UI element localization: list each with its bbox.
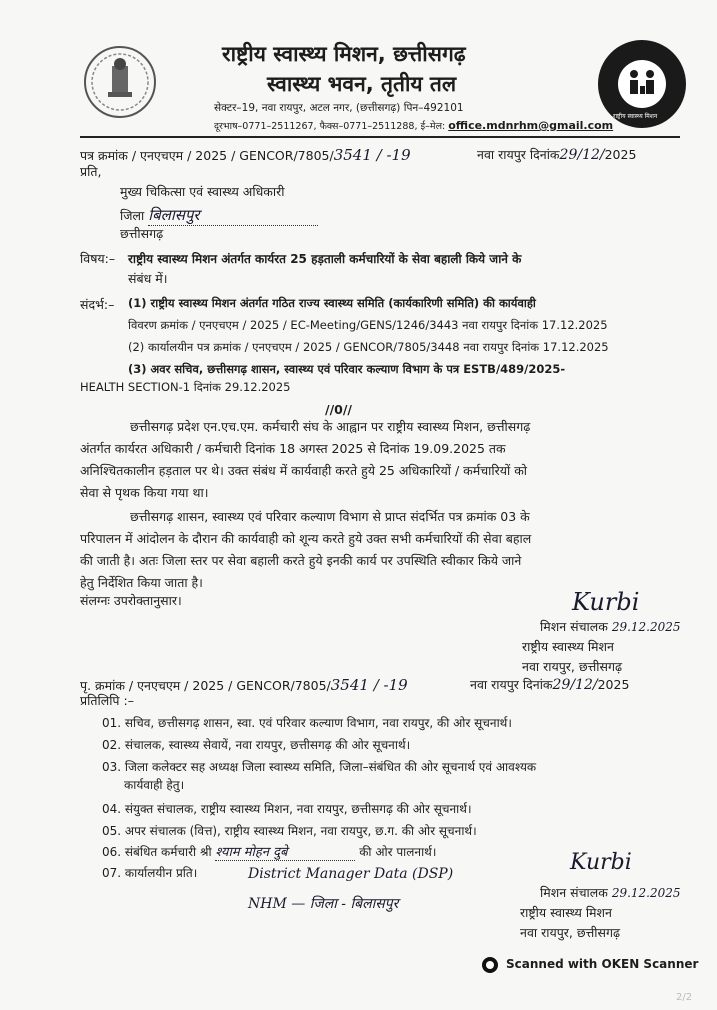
ref-item: विवरण क्रमांक / एनएचएम / 2025 / EC-Meeting/GENS/1246/3443 नवा रायपुर दिनांक 17.12.2025 xyxy=(128,318,608,332)
sign1-title: मिशन संचालक 29.12.2025 xyxy=(540,619,681,634)
page-number: 2/2 xyxy=(676,992,693,1003)
org-title: राष्ट्रीय स्वास्थ्य मिशन, छत्तीसगढ़ xyxy=(222,42,466,66)
copy-item: 04. संयुक्त संचालक, राष्ट्रीय स्वास्थ्य मिशन, नवा रायपुर, छत्तीसगढ़ की ओर सूचनार्थ। xyxy=(102,802,472,816)
copy-date: नवा रायपुर दिनांक29/12/2025 xyxy=(470,677,630,693)
subject-label: विषय:– xyxy=(80,251,116,266)
copy-item: 03. जिला कलेक्टर सह अध्यक्ष जिला स्वास्थ्य समिति, जिला–संबंधित की ओर सूचनार्थ एवं आवश्यक xyxy=(102,760,537,774)
sign1-place: नवा रायपुर, छत्तीसगढ़ xyxy=(522,659,623,674)
signature-1: Kurbi xyxy=(572,588,640,616)
sign2-title: मिशन संचालक 29.12.2025 xyxy=(540,885,681,900)
copy-item: कार्यवाही हेतु। xyxy=(124,778,185,792)
copy-item-06: 06. संबंधित कर्मचारी श्री श्याम मोहन दुबे की ओर पालनार्थ। xyxy=(102,842,436,861)
letter-ref: पत्र क्रमांक / एनएचएम / 2025 / GENCOR/7805/3541 / -19 xyxy=(80,146,411,164)
prati-label: प्रति, xyxy=(80,164,102,179)
scanner-logo-icon xyxy=(482,957,498,973)
org-subtitle: स्वास्थ्य भवन, तृतीय तल xyxy=(267,72,457,96)
recipient-district: जिला बिलासपुर xyxy=(120,205,318,226)
para2-line: हेतु निर्देशित किया जाता है। xyxy=(80,575,203,590)
signature-2: Kurbi xyxy=(570,850,632,875)
copy-ref: पृ. क्रमांक / एनएचएम / 2025 / GENCOR/7805/3541 / -19 xyxy=(80,676,408,694)
copy-label: प्रतिलिपि :– xyxy=(80,693,134,708)
sign2-place: नवा रायपुर, छत्तीसगढ़ xyxy=(520,925,621,940)
para1-line: छत्तीसगढ़ प्रदेश एन.एच.एम. कर्मचारी संघ के आह्वान पर राष्ट्रीय स्वास्थ्य मिशन, छत्तीसगढ़ xyxy=(130,419,531,434)
ref-item: HEALTH SECTION-1 दिनांक 29.12.2025 xyxy=(80,380,291,394)
copy-item: 01. सचिव, छत्तीसगढ़ शासन, स्वा. एवं परिवार कल्याण विभाग, नवा रायपुर, की ओर सूचनार्थ। xyxy=(102,716,512,730)
copy-item: 02. संचालक, स्वास्थ्य सेवायें, नवा रायपुर, छत्तीसगढ़ की ओर सूचनार्थ। xyxy=(102,738,411,752)
handwritten-note-1: District Manager Data (DSP) xyxy=(248,866,454,882)
copy-item-07: 07. कार्यालयीन प्रति। xyxy=(102,866,198,880)
ref-item: (1) राष्ट्रीय स्वास्थ्य मिशन अंतर्गत गठित राज्य स्वास्थ्य समिति (कार्यकारिणी समिति) की कार्यवाही xyxy=(128,296,536,310)
separator: //0// xyxy=(325,402,352,417)
refs-label: संदर्भ:– xyxy=(80,297,115,312)
enclosure: संलग्नः उपरोक्तानुसार। xyxy=(80,593,182,608)
subject-line-2: संबंध में। xyxy=(128,271,168,286)
para1-line: सेवा से पृथक किया गया था। xyxy=(80,485,209,500)
para1-line: अनिश्चितकालीन हड़ताल पर थे। उक्त संबंध में कार्यवाही करते हुये 25 अधिकारियों / कर्मचारियों को xyxy=(80,463,528,478)
header-divider xyxy=(80,136,680,138)
letter-date: नवा रायपुर दिनांक29/12/2025 xyxy=(477,147,637,163)
sign1-org: राष्ट्रीय स्वास्थ्य मिशन xyxy=(522,639,614,654)
nhm-logo-sub: राष्ट्रीय स्वास्थ्य मिशन xyxy=(613,113,658,120)
para1-line: अंतर्गत कार्यरत अधिकारी / कर्मचारी दिनांक 18 अगस्त 2025 से दिनांक 19.09.2025 तक xyxy=(80,441,506,456)
sign2-org: राष्ट्रीय स्वास्थ्य मिशन xyxy=(520,905,612,920)
org-contact: दूरभाष–0771–2511267, फैक्स–0771–2511288, ई–मेल: office.mdnrhm@gmail.com xyxy=(214,119,614,132)
recipient-state: छत्तीसगढ़ xyxy=(120,226,164,241)
para2-line: छत्तीसगढ़ शासन, स्वास्थ्य एवं परिवार कल्याण विभाग से प्राप्त संदर्भित पत्र क्रमांक 03 के xyxy=(130,509,530,524)
para2-line: की जाती है। अतः जिला स्तर पर सेवा बहाली करते हुये इनकी कार्य पर उपस्थिति स्वीकार किये जाने xyxy=(80,553,522,568)
ref-item: (2) कार्यालयीन पत्र क्रमांक / एनएचएम / 2025 / GENCOR/7805/3448 नवा रायपुर दिनांक 17.12.2025 xyxy=(128,340,609,354)
ref-item: (3) अवर सचिव, छत्तीसगढ़ शासन, स्वास्थ्य एवं परिवार कल्याण विभाग के पत्र ESTB/489/2025- xyxy=(128,362,566,376)
copy-item: 05. अपर संचालक (वित्त), राष्ट्रीय स्वास्थ्य मिशन, नवा रायपुर, छ.ग. की ओर सूचनार्थ। xyxy=(102,824,477,838)
para2-line: परिपालन में आंदोलन के दौरान की कार्यवाही को शून्य करते हुये उक्त सभी कर्मचारियों की सेवा बहाल xyxy=(80,531,532,546)
org-email[interactable]: office.mdnrhm@gmail.com xyxy=(448,119,614,132)
scanner-watermark: Scanned with OKEN Scanner xyxy=(506,957,699,971)
org-address: सेक्टर–19, नवा रायपुर, अटल नगर, (छत्तीसगढ़) पिन–492101 xyxy=(214,102,464,114)
state-emblem-icon xyxy=(82,44,158,120)
handwritten-note-2: NHM — जिला - बिलासपुर xyxy=(248,896,399,912)
recipient-title: मुख्य चिकित्सा एवं स्वास्थ्य अधिकारी xyxy=(120,184,285,199)
subject-line-1: राष्ट्रीय स्वास्थ्य मिशन अंतर्गत कार्यरत 25 हड़ताली कर्मचारियों के सेवा बहाली किये जाने के xyxy=(128,252,522,266)
